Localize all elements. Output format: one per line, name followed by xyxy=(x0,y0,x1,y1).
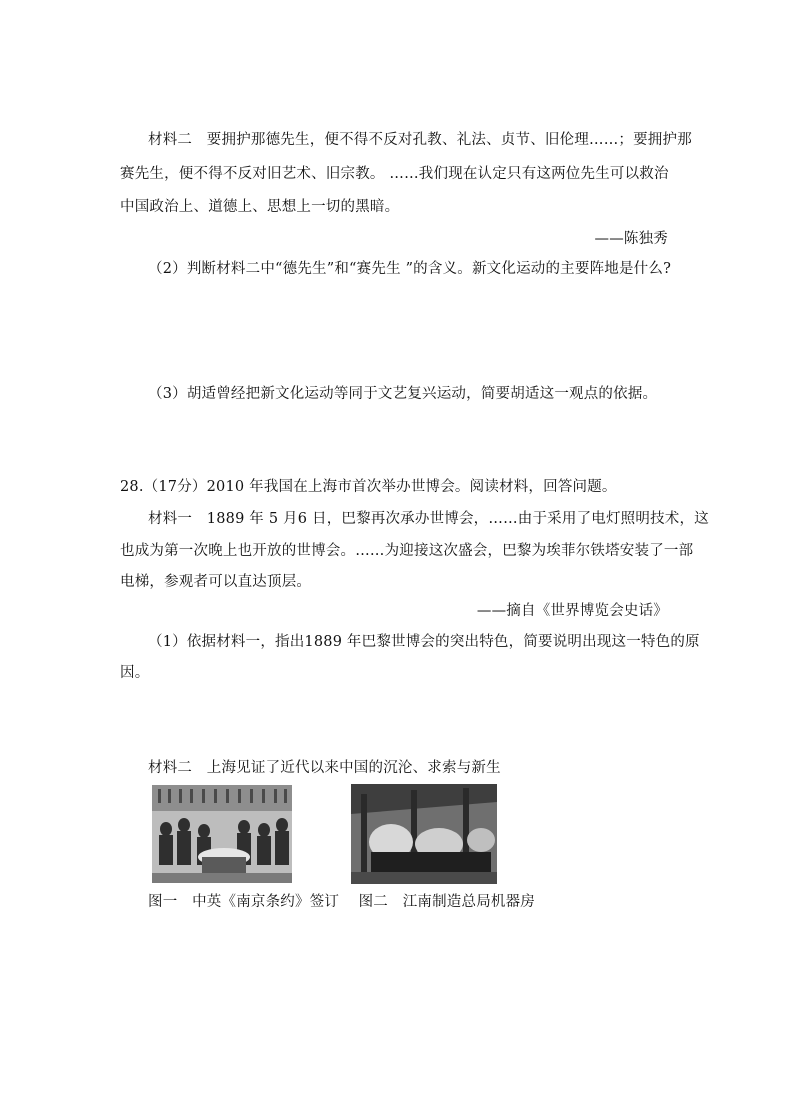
question-3: （3）胡适曾经把新文化运动等同于文艺复兴运动，简要胡适这一观点的依据。 xyxy=(148,386,658,402)
question-2: （2）判断材料二中“德先生”和“赛先生 ”的含义。新文化运动的主要阵地是什么? xyxy=(148,261,672,277)
material1-source: ——摘自《世界博览会史话》 xyxy=(476,603,668,619)
material2-heading: 材料二 上海见证了近代以来中国的沉沦、求索与新生 xyxy=(148,760,501,776)
machine-room-photo xyxy=(351,784,497,884)
material1-line-1: 材料一 1889 年 5 月6 日，巴黎再次承办世博会，……由于采用了电灯照明技术，这 xyxy=(148,511,709,527)
sub-question-1-line-1: （1）依据材料一，指出1889 年巴黎世博会的突出特色，简要说明出现这一特色的原 xyxy=(148,634,700,650)
figure-caption: 图一 中英《南京条约》签订 图二 江南制造总局机器房 xyxy=(148,894,536,910)
material2-source: ——陈独秀 xyxy=(594,231,668,247)
sub-question-1-line-2: 因。 xyxy=(120,665,150,681)
treaty-signing-photo xyxy=(152,785,292,883)
q28-heading: 28.（17分）2010 年我国在上海市首次举办世博会。阅读材料，回答问题。 xyxy=(120,479,617,495)
material1-line-3: 电梯，参观者可以直达顶层。 xyxy=(120,574,312,590)
material2-line-2: 赛先生，便不得不反对旧艺术、旧宗教。 ……我们现在认定只有这两位先生可以救治 xyxy=(120,166,669,182)
material1-line-2: 也成为第一次晚上也开放的世博会。……为迎接这次盛会，巴黎为埃菲尔铁塔安装了一部 xyxy=(120,543,694,559)
material2-line-1: 材料二 要拥护那德先生，便不得不反对孔教、礼法、贞节、旧伦理……；要拥护那 xyxy=(148,132,692,148)
material2-line-3: 中国政治上、道德上、思想上一切的黑暗。 xyxy=(120,199,400,215)
